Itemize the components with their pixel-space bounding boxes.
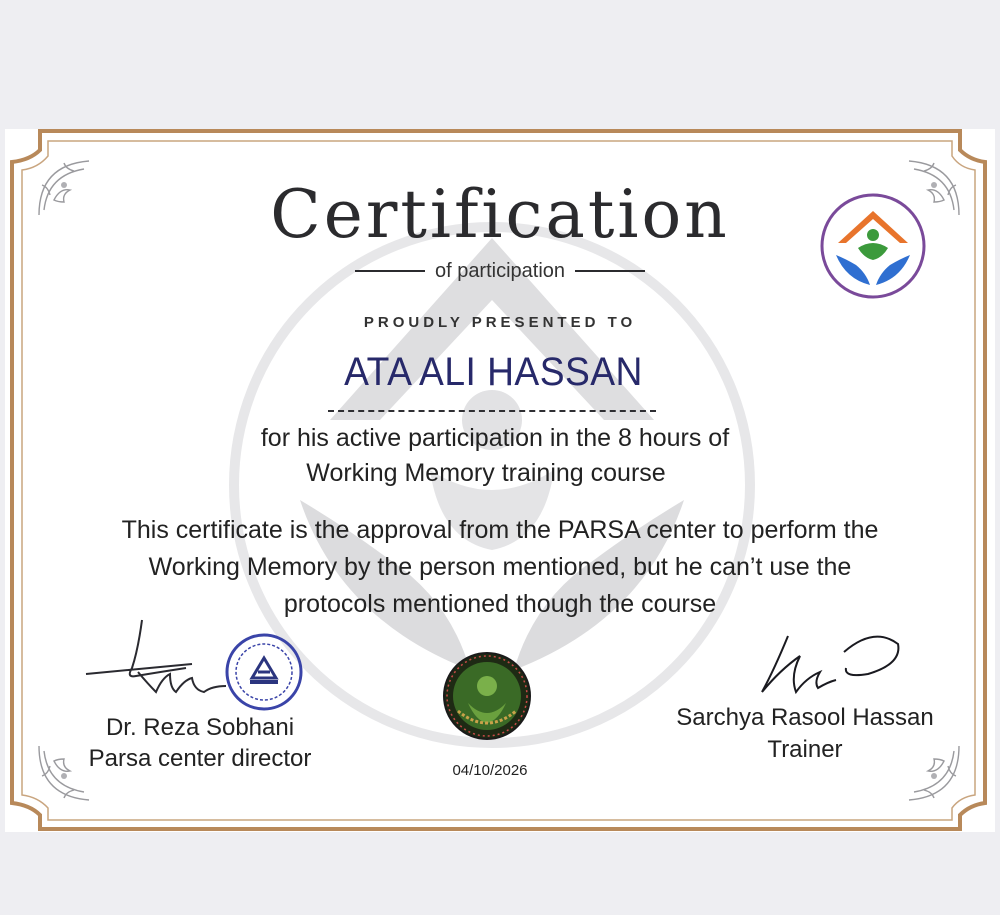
green-seal-icon xyxy=(442,651,532,741)
approval-text xyxy=(60,512,940,623)
right-signatory-name: Sarchya Rasool Hassan xyxy=(676,704,934,731)
subtitle-row xyxy=(0,258,1000,284)
approval-line: protocols mentioned though the course xyxy=(283,590,717,618)
subtitle-rule-left xyxy=(355,270,425,272)
presented-to-label: PROUDLY PRESENTED TO xyxy=(363,314,637,331)
subtitle-rule-right xyxy=(575,270,645,272)
approval-line: Working Memory by the person mentioned, but he can’t use the xyxy=(148,553,852,581)
recipient-name: ATA ALI HASSAN xyxy=(344,350,643,394)
right-signature-icon xyxy=(758,632,908,706)
certificate-subtitle: of participation xyxy=(434,259,566,282)
left-signatory-role: Parsa center director xyxy=(88,745,312,772)
certificate-date: 04/10/2026 xyxy=(452,762,528,779)
right-signatory-role: Trainer xyxy=(767,736,843,763)
participation-line-2: Working Memory training course xyxy=(306,459,666,487)
left-signature-icon xyxy=(82,612,232,712)
left-signatory-name: Dr. Reza Sobhani xyxy=(105,714,295,741)
certificate-title: Certification xyxy=(270,176,730,253)
approval-line: This certificate is the approval from the PARSA center to perform the xyxy=(121,516,879,544)
round-stamp-icon xyxy=(224,632,304,712)
participation-line-1: for his active participation in the 8 hours of xyxy=(260,424,730,452)
recipient-name-underline xyxy=(328,404,656,412)
